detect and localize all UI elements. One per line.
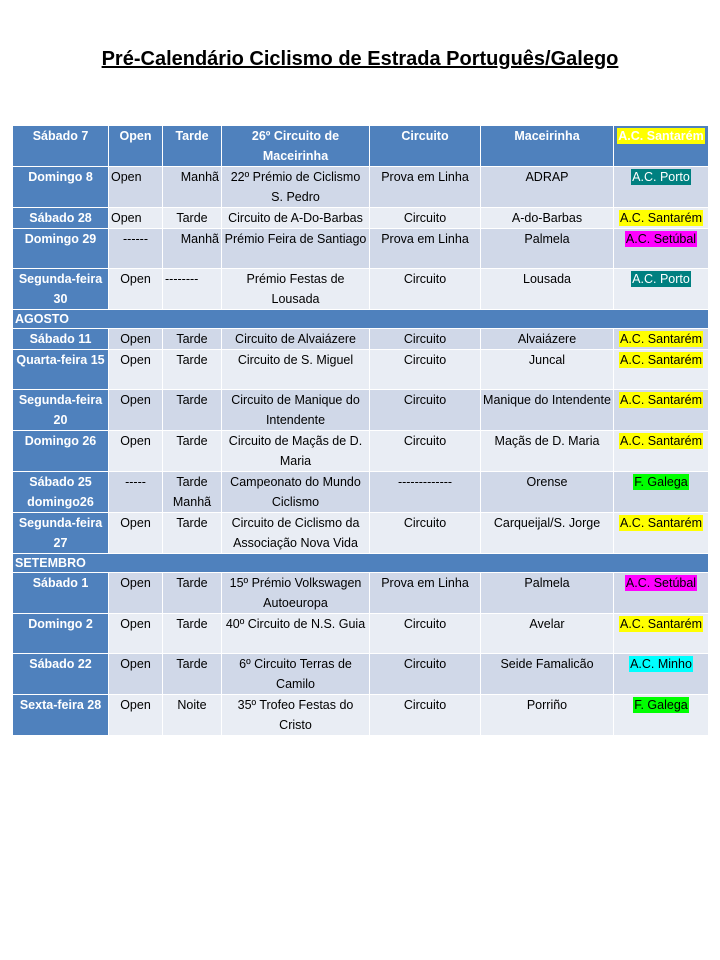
table-row bbox=[13, 654, 709, 695]
race-name-cell: Circuito de S. Miguel bbox=[222, 350, 370, 390]
category-cell: Open bbox=[109, 390, 163, 431]
organizer-cell bbox=[614, 431, 709, 472]
organizer-badge: F. Galega bbox=[634, 698, 688, 712]
place-cell: Carqueijal/S. Jorge bbox=[481, 513, 614, 554]
race-name-cell: 26º Circuito de Maceirinha bbox=[222, 126, 370, 167]
table-row bbox=[13, 126, 709, 167]
day-cell: Sábado 28 bbox=[13, 208, 109, 229]
organizer-badge: A.C. Santarém bbox=[620, 434, 702, 448]
page-title: Pré-Calendário Ciclismo de Estrada Português/Galego bbox=[101, 48, 619, 70]
period-cell: Manhã bbox=[163, 167, 222, 208]
organizer-badge: F. Galega bbox=[634, 475, 688, 489]
month-row-agosto bbox=[13, 310, 709, 329]
period-cell: Tarde bbox=[163, 350, 222, 390]
table-row bbox=[13, 329, 709, 350]
category-cell: ----- bbox=[109, 472, 163, 513]
organizer-cell bbox=[614, 350, 709, 390]
race-name-cell: 6º Circuito Terras de Camilo bbox=[222, 654, 370, 695]
category-cell: Open bbox=[109, 431, 163, 472]
race-type-cell: Circuito bbox=[370, 695, 481, 736]
race-name-cell: Circuito de Alvaiázere bbox=[222, 329, 370, 350]
period-cell: Noite bbox=[163, 695, 222, 736]
place-cell: Maçãs de D. Maria bbox=[481, 431, 614, 472]
organizer-badge: A.C. Santarém bbox=[618, 129, 704, 143]
race-name-cell: 35º Trofeo Festas do Cristo bbox=[222, 695, 370, 736]
calendar-table bbox=[12, 125, 709, 736]
place-cell: Juncal bbox=[481, 350, 614, 390]
organizer-cell bbox=[614, 208, 709, 229]
race-type-cell: Circuito bbox=[370, 269, 481, 310]
day-cell: Sábado 7 bbox=[13, 126, 109, 167]
table-row bbox=[13, 229, 709, 269]
category-cell: Open bbox=[109, 329, 163, 350]
table-row bbox=[13, 431, 709, 472]
table-row bbox=[13, 614, 709, 654]
place-cell: Porriño bbox=[481, 695, 614, 736]
place-cell: Lousada bbox=[481, 269, 614, 310]
period-cell: -------- bbox=[163, 269, 222, 310]
day-cell: Segunda-feira 20 bbox=[13, 390, 109, 431]
period-cell: Tarde bbox=[163, 614, 222, 654]
table-row bbox=[13, 573, 709, 614]
organizer-cell bbox=[614, 269, 709, 310]
organizer-cell bbox=[614, 329, 709, 350]
organizer-cell bbox=[614, 614, 709, 654]
place-cell: Maceirinha bbox=[481, 126, 614, 167]
race-name-cell: Circuito de A-Do-Barbas bbox=[222, 208, 370, 229]
organizer-cell bbox=[614, 573, 709, 614]
race-name-cell: Prémio Festas de Lousada bbox=[222, 269, 370, 310]
race-type-cell: Circuito bbox=[370, 350, 481, 390]
day-cell: Sábado 22 bbox=[13, 654, 109, 695]
organizer-cell bbox=[614, 513, 709, 554]
race-name-cell: Prémio Feira de Santiago bbox=[222, 229, 370, 269]
race-type-cell: Circuito bbox=[370, 208, 481, 229]
day-cell: Sábado 11 bbox=[13, 329, 109, 350]
table-row bbox=[13, 167, 709, 208]
day-cell: Sexta-feira 28 bbox=[13, 695, 109, 736]
period-cell: Tarde bbox=[163, 513, 222, 554]
period-cell: Tarde bbox=[163, 654, 222, 695]
day-cell: Quarta-feira 15 bbox=[13, 350, 109, 390]
organizer-badge: A.C. Santarém bbox=[620, 617, 702, 631]
race-type-cell: Circuito bbox=[370, 614, 481, 654]
organizer-cell bbox=[614, 695, 709, 736]
category-cell: Open bbox=[109, 126, 163, 167]
organizer-badge: A.C. Santarém bbox=[620, 332, 702, 346]
race-name-cell: Circuito de Ciclismo da Associação Nova Vida bbox=[222, 513, 370, 554]
place-cell: A-do-Barbas bbox=[481, 208, 614, 229]
period-cell: Tarde Manhã bbox=[163, 472, 222, 513]
category-cell: Open bbox=[109, 573, 163, 614]
place-cell: Alvaiázere bbox=[481, 329, 614, 350]
day-cell: Segunda-feira 30 bbox=[13, 269, 109, 310]
table-row bbox=[13, 208, 709, 229]
place-cell: Manique do Intendente bbox=[481, 390, 614, 431]
category-cell: Open bbox=[109, 269, 163, 310]
organizer-cell bbox=[614, 167, 709, 208]
race-type-cell: Prova em Linha bbox=[370, 167, 481, 208]
race-name-cell: 40º Circuito de N.S. Guia bbox=[222, 614, 370, 654]
place-cell: Avelar bbox=[481, 614, 614, 654]
category-cell: ------ bbox=[109, 229, 163, 269]
period-cell: Tarde bbox=[163, 573, 222, 614]
race-type-cell: Circuito bbox=[370, 431, 481, 472]
day-cell: Sábado 1 bbox=[13, 573, 109, 614]
race-name-cell: 22º Prémio de Ciclismo S. Pedro bbox=[222, 167, 370, 208]
race-type-cell: Circuito bbox=[370, 126, 481, 167]
period-cell: Manhã bbox=[163, 229, 222, 269]
category-cell: Open bbox=[109, 208, 163, 229]
organizer-badge: A.C. Santarém bbox=[620, 353, 702, 367]
period-cell: Tarde bbox=[163, 329, 222, 350]
organizer-cell bbox=[614, 229, 709, 269]
organizer-badge: A.C. Porto bbox=[632, 170, 690, 184]
race-name-cell: 15º Prémio Volkswagen Autoeuropa bbox=[222, 573, 370, 614]
category-cell: Open bbox=[109, 614, 163, 654]
race-type-cell: Prova em Linha bbox=[370, 573, 481, 614]
organizer-cell bbox=[614, 472, 709, 513]
month-row-setembro bbox=[13, 554, 709, 573]
category-cell: Open bbox=[109, 513, 163, 554]
organizer-badge: A.C. Santarém bbox=[620, 211, 702, 225]
place-cell: Orense bbox=[481, 472, 614, 513]
category-cell: Open bbox=[109, 695, 163, 736]
organizer-badge: A.C. Setúbal bbox=[625, 232, 697, 246]
day-cell: Segunda-feira 27 bbox=[13, 513, 109, 554]
place-cell: ADRAP bbox=[481, 167, 614, 208]
organizer-cell bbox=[614, 654, 709, 695]
table-row bbox=[13, 513, 709, 554]
table-row bbox=[13, 350, 709, 390]
place-cell: Palmela bbox=[481, 573, 614, 614]
race-type-cell: Circuito bbox=[370, 513, 481, 554]
organizer-badge: A.C. Santarém bbox=[620, 516, 702, 530]
place-cell: Palmela bbox=[481, 229, 614, 269]
period-cell: Tarde bbox=[163, 208, 222, 229]
category-cell: Open bbox=[109, 654, 163, 695]
table-row bbox=[13, 269, 709, 310]
organizer-cell bbox=[614, 126, 709, 167]
period-cell: Tarde bbox=[163, 390, 222, 431]
month-label: AGOSTO bbox=[13, 310, 709, 329]
organizer-cell bbox=[614, 390, 709, 431]
race-name-cell: Circuito de Maçãs de D. Maria bbox=[222, 431, 370, 472]
race-type-cell: Circuito bbox=[370, 329, 481, 350]
day-cell: Domingo 2 bbox=[13, 614, 109, 654]
organizer-badge: A.C. Setúbal bbox=[625, 576, 697, 590]
category-cell: Open bbox=[109, 167, 163, 208]
race-type-cell: Prova em Linha bbox=[370, 229, 481, 269]
day-cell: Sábado 25 domingo26 bbox=[13, 472, 109, 513]
race-type-cell: ------------- bbox=[370, 472, 481, 513]
day-cell: Domingo 8 bbox=[13, 167, 109, 208]
period-cell: Tarde bbox=[163, 431, 222, 472]
race-name-cell: Campeonato do Mundo Ciclismo bbox=[222, 472, 370, 513]
organizer-badge: A.C. Minho bbox=[630, 657, 692, 671]
race-type-cell: Circuito bbox=[370, 654, 481, 695]
race-name-cell: Circuito de Manique do Intendente bbox=[222, 390, 370, 431]
category-cell: Open bbox=[109, 350, 163, 390]
place-cell: Seide Famalicão bbox=[481, 654, 614, 695]
day-cell: Domingo 29 bbox=[13, 229, 109, 269]
month-label: SETEMBRO bbox=[13, 554, 709, 573]
organizer-badge: A.C. Santarém bbox=[620, 393, 702, 407]
table-row bbox=[13, 390, 709, 431]
period-cell: Tarde bbox=[163, 126, 222, 167]
organizer-badge: A.C. Porto bbox=[632, 272, 690, 286]
table-row bbox=[13, 472, 709, 513]
table-row bbox=[13, 695, 709, 736]
race-type-cell: Circuito bbox=[370, 390, 481, 431]
day-cell: Domingo 26 bbox=[13, 431, 109, 472]
